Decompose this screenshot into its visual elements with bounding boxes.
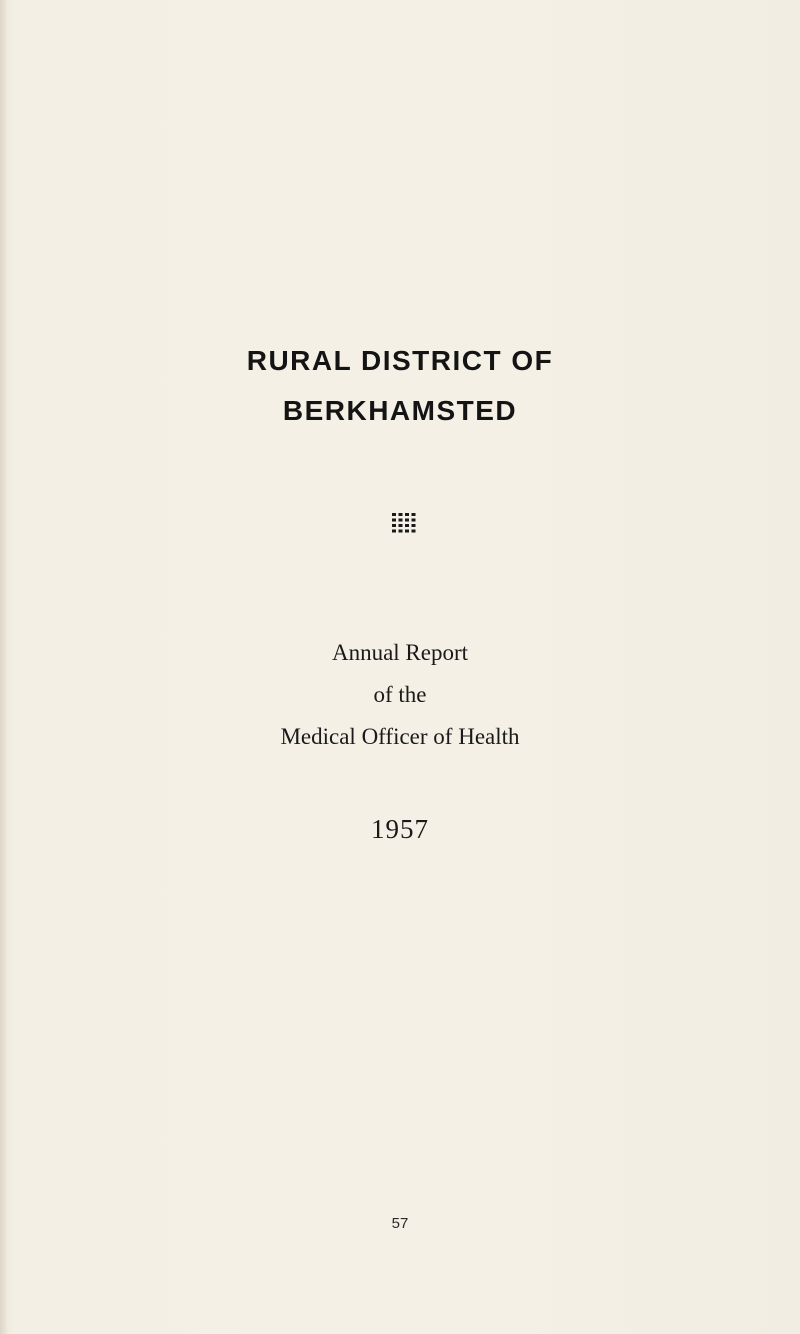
page-number: 57 — [391, 1215, 409, 1232]
report-subtitle — [0, 632, 800, 758]
report-line-1: Annual Report — [331, 640, 469, 665]
title-line-1: RURAL DISTRICT OF — [246, 345, 554, 376]
report-year: 1957 — [371, 814, 429, 844]
report-line-2: of the — [373, 682, 427, 707]
title-line-2: BERKHAMSTED — [282, 395, 518, 426]
crest-grid-icon — [392, 513, 416, 533]
report-line-3: Medical Officer of Health — [280, 724, 520, 749]
document-title — [0, 336, 800, 436]
